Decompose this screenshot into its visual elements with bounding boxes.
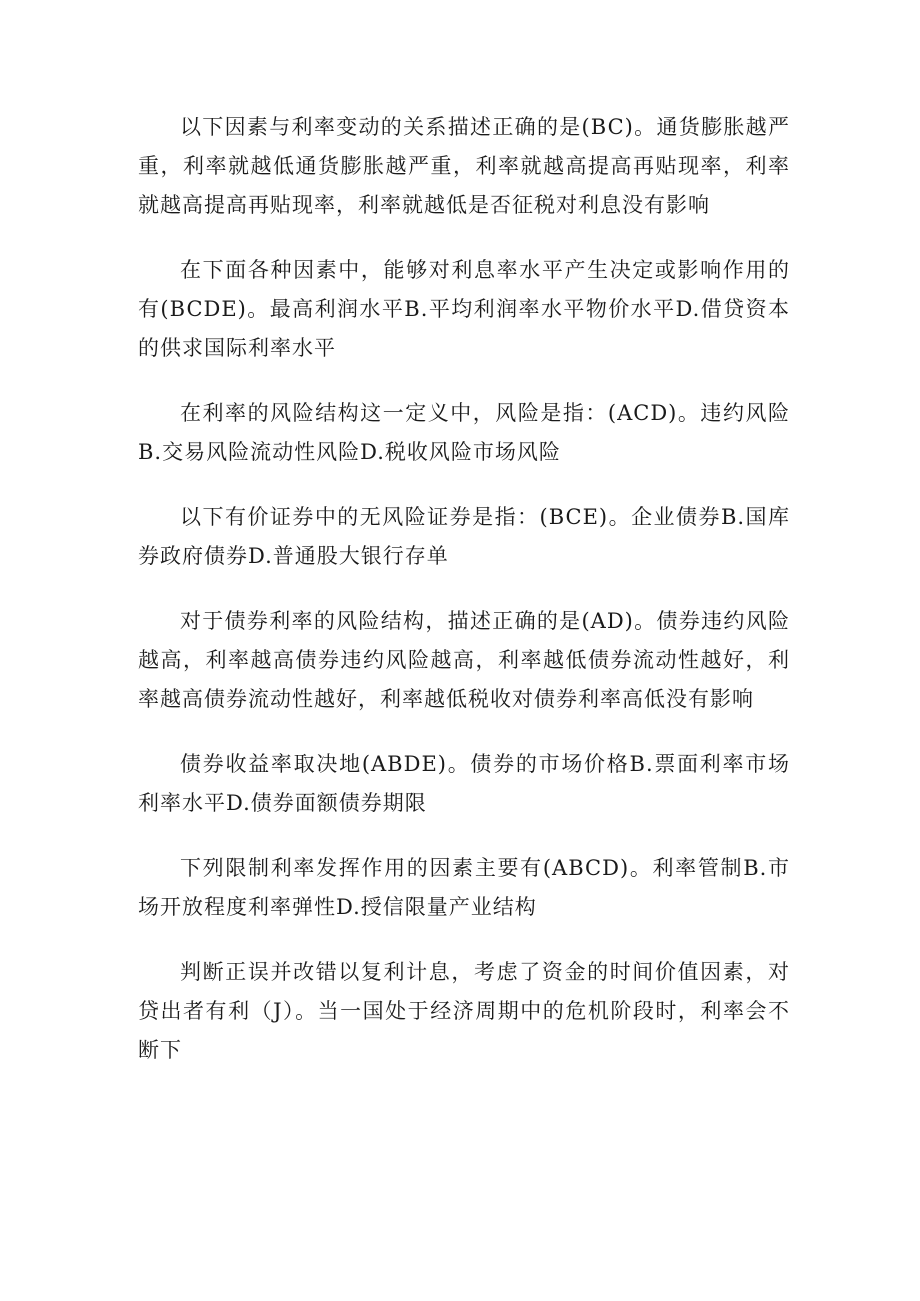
paragraph-riskless-securities: 以下有价证券中的无风险证券是指：(BCE)。企业债券B.国库券政府债券D.普通股大银行存单: [138, 505, 790, 568]
paragraph-bond-risk-structure: 对于债券利率的风险结构，描述正确的是(AD)。债券违约风险越高，利率越高债券违约风险越高，利率越低债券流动性越好，利率越高债券流动性越好，利率越低税收对债券利率高低没有影响: [138, 609, 790, 711]
paragraph-risk-structure-definition: 在利率的风险结构这一定义中，风险是指：(ACD)。违约风险B.交易风险流动性风险D.税收风险市场风险: [138, 401, 790, 464]
paragraph-true-false-section: 判断正误并改错以复利计息，考虑了资金的时间价值因素，对贷出者有利（J）。当一国处于经济周期中的危机阶段时，利率会不断下: [138, 960, 790, 1062]
paragraph-interest-level-factors: 在下面各种因素中，能够对利息率水平产生决定或影响作用的有(BCDE)。最高利润水平B.平均利润率水平物价水平D.借贷资本的供求国际利率水平: [138, 258, 790, 360]
paragraph-rate-limiting-factors: 下列限制利率发挥作用的因素主要有(ABCD)。利率管制B.市场开放程度利率弹性D.授信限量产业结构: [138, 856, 790, 919]
paragraph-bond-yield: 债券收益率取决地(ABDE)。债券的市场价格B.票面利率市场利率水平D.债券面额债券期限: [138, 752, 790, 815]
paragraph-interest-rate-factors: 以下因素与利率变动的关系描述正确的是(BC)。通货膨胀越严重，利率就越低通货膨胀越严重，利率就越高提高再贴现率，利率就越高提高再贴现率，利率就越低是否征税对利息没有影响: [138, 115, 790, 217]
